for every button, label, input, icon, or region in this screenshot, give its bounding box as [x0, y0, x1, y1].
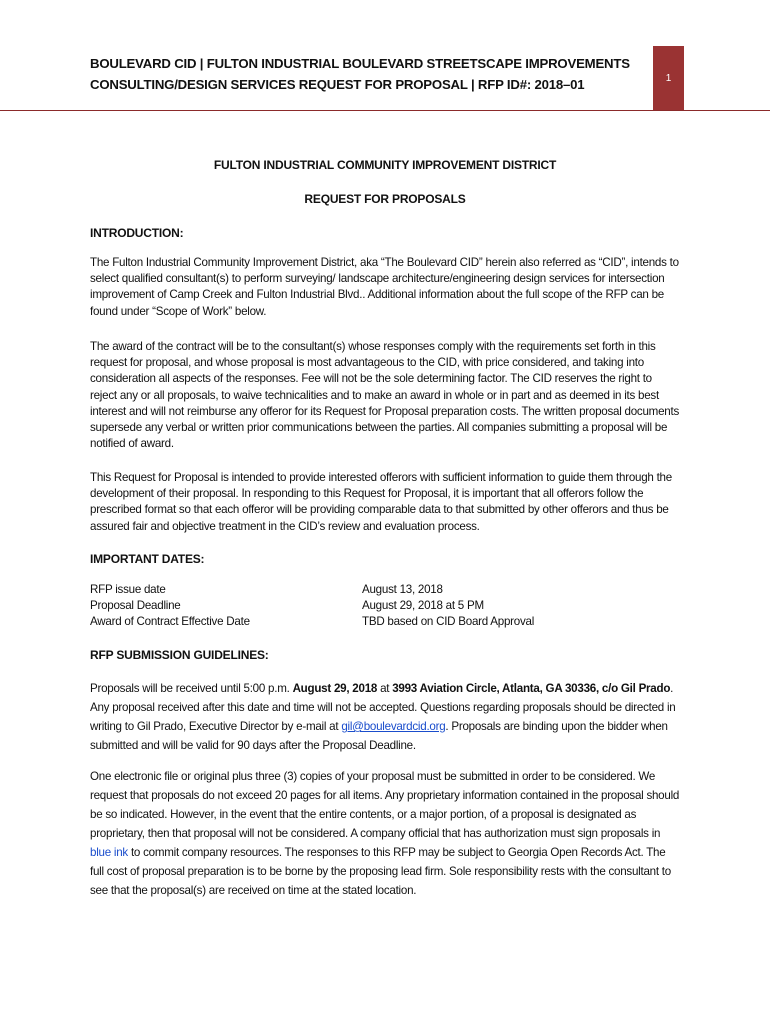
document-subtitle: REQUEST FOR PROPOSALS	[304, 192, 466, 206]
header-line-1: BOULEVARD CID | FULTON INDUSTRIAL BOULEVARD STREETSCAPE IMPROVEMENTS	[90, 56, 630, 71]
date-label: RFP issue date	[90, 583, 166, 596]
submission-paragraph-2	[90, 767, 680, 900]
intro-paragraph-2: The award of the contract will be to the consultant(s) whose responses comply with the requirements set forth in this request for proposal, and whose proposal is most advantageous to the CID, with price considered, and taking into consideration all aspects of the responses. Fee will not be the sole determining factor. The CID reserves the right to reject any or all proposals, to waive technicalities and to make an award in whole or in part and as deemed in its best interest and will not reimburse any offeror for its Request for Proposal preparation costs. The written proposal documents supersede any verbal or written prior communications between the parties. All companies submitting a proposal will be notified of award.	[90, 340, 680, 451]
intro-paragraph-1: The Fulton Industrial Community Improvement District, aka “The Boulevard CID” herein also referred as “CID”, intends to select qualified consultant(s) to perform surveying/ landscape architecture/engineering design services for intersection improvement of Camp Creek and Fulton Industrial Blvd.. Additional information about the full scope of the RFP can be found under “Scope of Work” below.	[90, 256, 679, 318]
text-span: at	[377, 682, 393, 695]
date-value: August 29, 2018 at 5 PM	[362, 599, 484, 613]
date-label: Award of Contract Effective Date	[90, 615, 250, 629]
text-span: Proposals will be received until 5:00 p.m.	[90, 682, 293, 695]
submission-address: 3993 Aviation Circle, Atlanta, GA 30336, c/o Gil Prado	[392, 682, 671, 695]
date-value: August 13, 2018	[362, 583, 443, 596]
document-title: FULTON INDUSTRIAL COMMUNITY IMPROVEMENT DISTRICT	[213, 158, 557, 172]
text-span: . Proposals are binding upon the bidder when submitted and will be valid for 90 days after the Proposal Deadline.	[90, 720, 668, 752]
important-dates-heading: IMPORTANT DATES:	[90, 552, 205, 566]
submission-guidelines-heading: RFP SUBMISSION GUIDELINES:	[90, 648, 269, 662]
date-row	[90, 582, 680, 598]
page-header	[0, 46, 770, 111]
date-label: Proposal Deadline	[90, 599, 181, 613]
header-title	[90, 53, 650, 95]
text-span: . Any proposal received after this date and time will not be accepted. Questions regarding proposals should be directed in writing to Gil Prado, Executive Director by e-mail at	[90, 682, 676, 733]
deadline-date: August 29, 2018	[292, 682, 378, 695]
page-number-badge: 1	[653, 46, 684, 110]
text-span: One electronic file or original plus three (3) copies of your proposal must be submitted in order to be considered. We request that proposals do not exceed 20 pages for all items. Any proprietary information contained in the proposal should be so indicated. However, in the event that the entire contents, or a major portion, of a proposal is designated as proprietary, then that proposal will not be considered. A company official that has authorization must sign proposals in	[90, 770, 680, 840]
contact-email-link[interactable]: gil@boulevardcid.org	[341, 720, 446, 733]
blue-ink-text: blue ink	[90, 846, 128, 859]
submission-paragraph-1	[90, 679, 680, 755]
header-line-2: CONSULTING/DESIGN SERVICES REQUEST FOR PROPOSAL | RFP ID#: 2018–01	[90, 77, 585, 92]
date-row	[90, 614, 680, 630]
introduction-heading: INTRODUCTION:	[90, 226, 184, 240]
text-span: to commit company resources. The responses to this RFP may be subject to Georgia Open Records Act. The full cost of proposal preparation is to be borne by the proposing lead firm. Sole responsibility rests with the consultant to see that the proposal(s) are received on time at the stated location.	[90, 846, 671, 897]
date-row	[90, 598, 680, 614]
date-value: TBD based on CID Board Approval	[362, 615, 535, 629]
important-dates-table	[90, 582, 680, 631]
intro-paragraph-3: This Request for Proposal is intended to provide interested offerors with sufficient information to guide them through the development of their proposal. In responding to this Request for Proposal, it is important that all offerors follow the prescribed format so that each offeror will be providing comparable data to that submitted by other offerors and thus be assured fair and objective treatment in the CID’s review and evaluation process.	[90, 471, 672, 533]
